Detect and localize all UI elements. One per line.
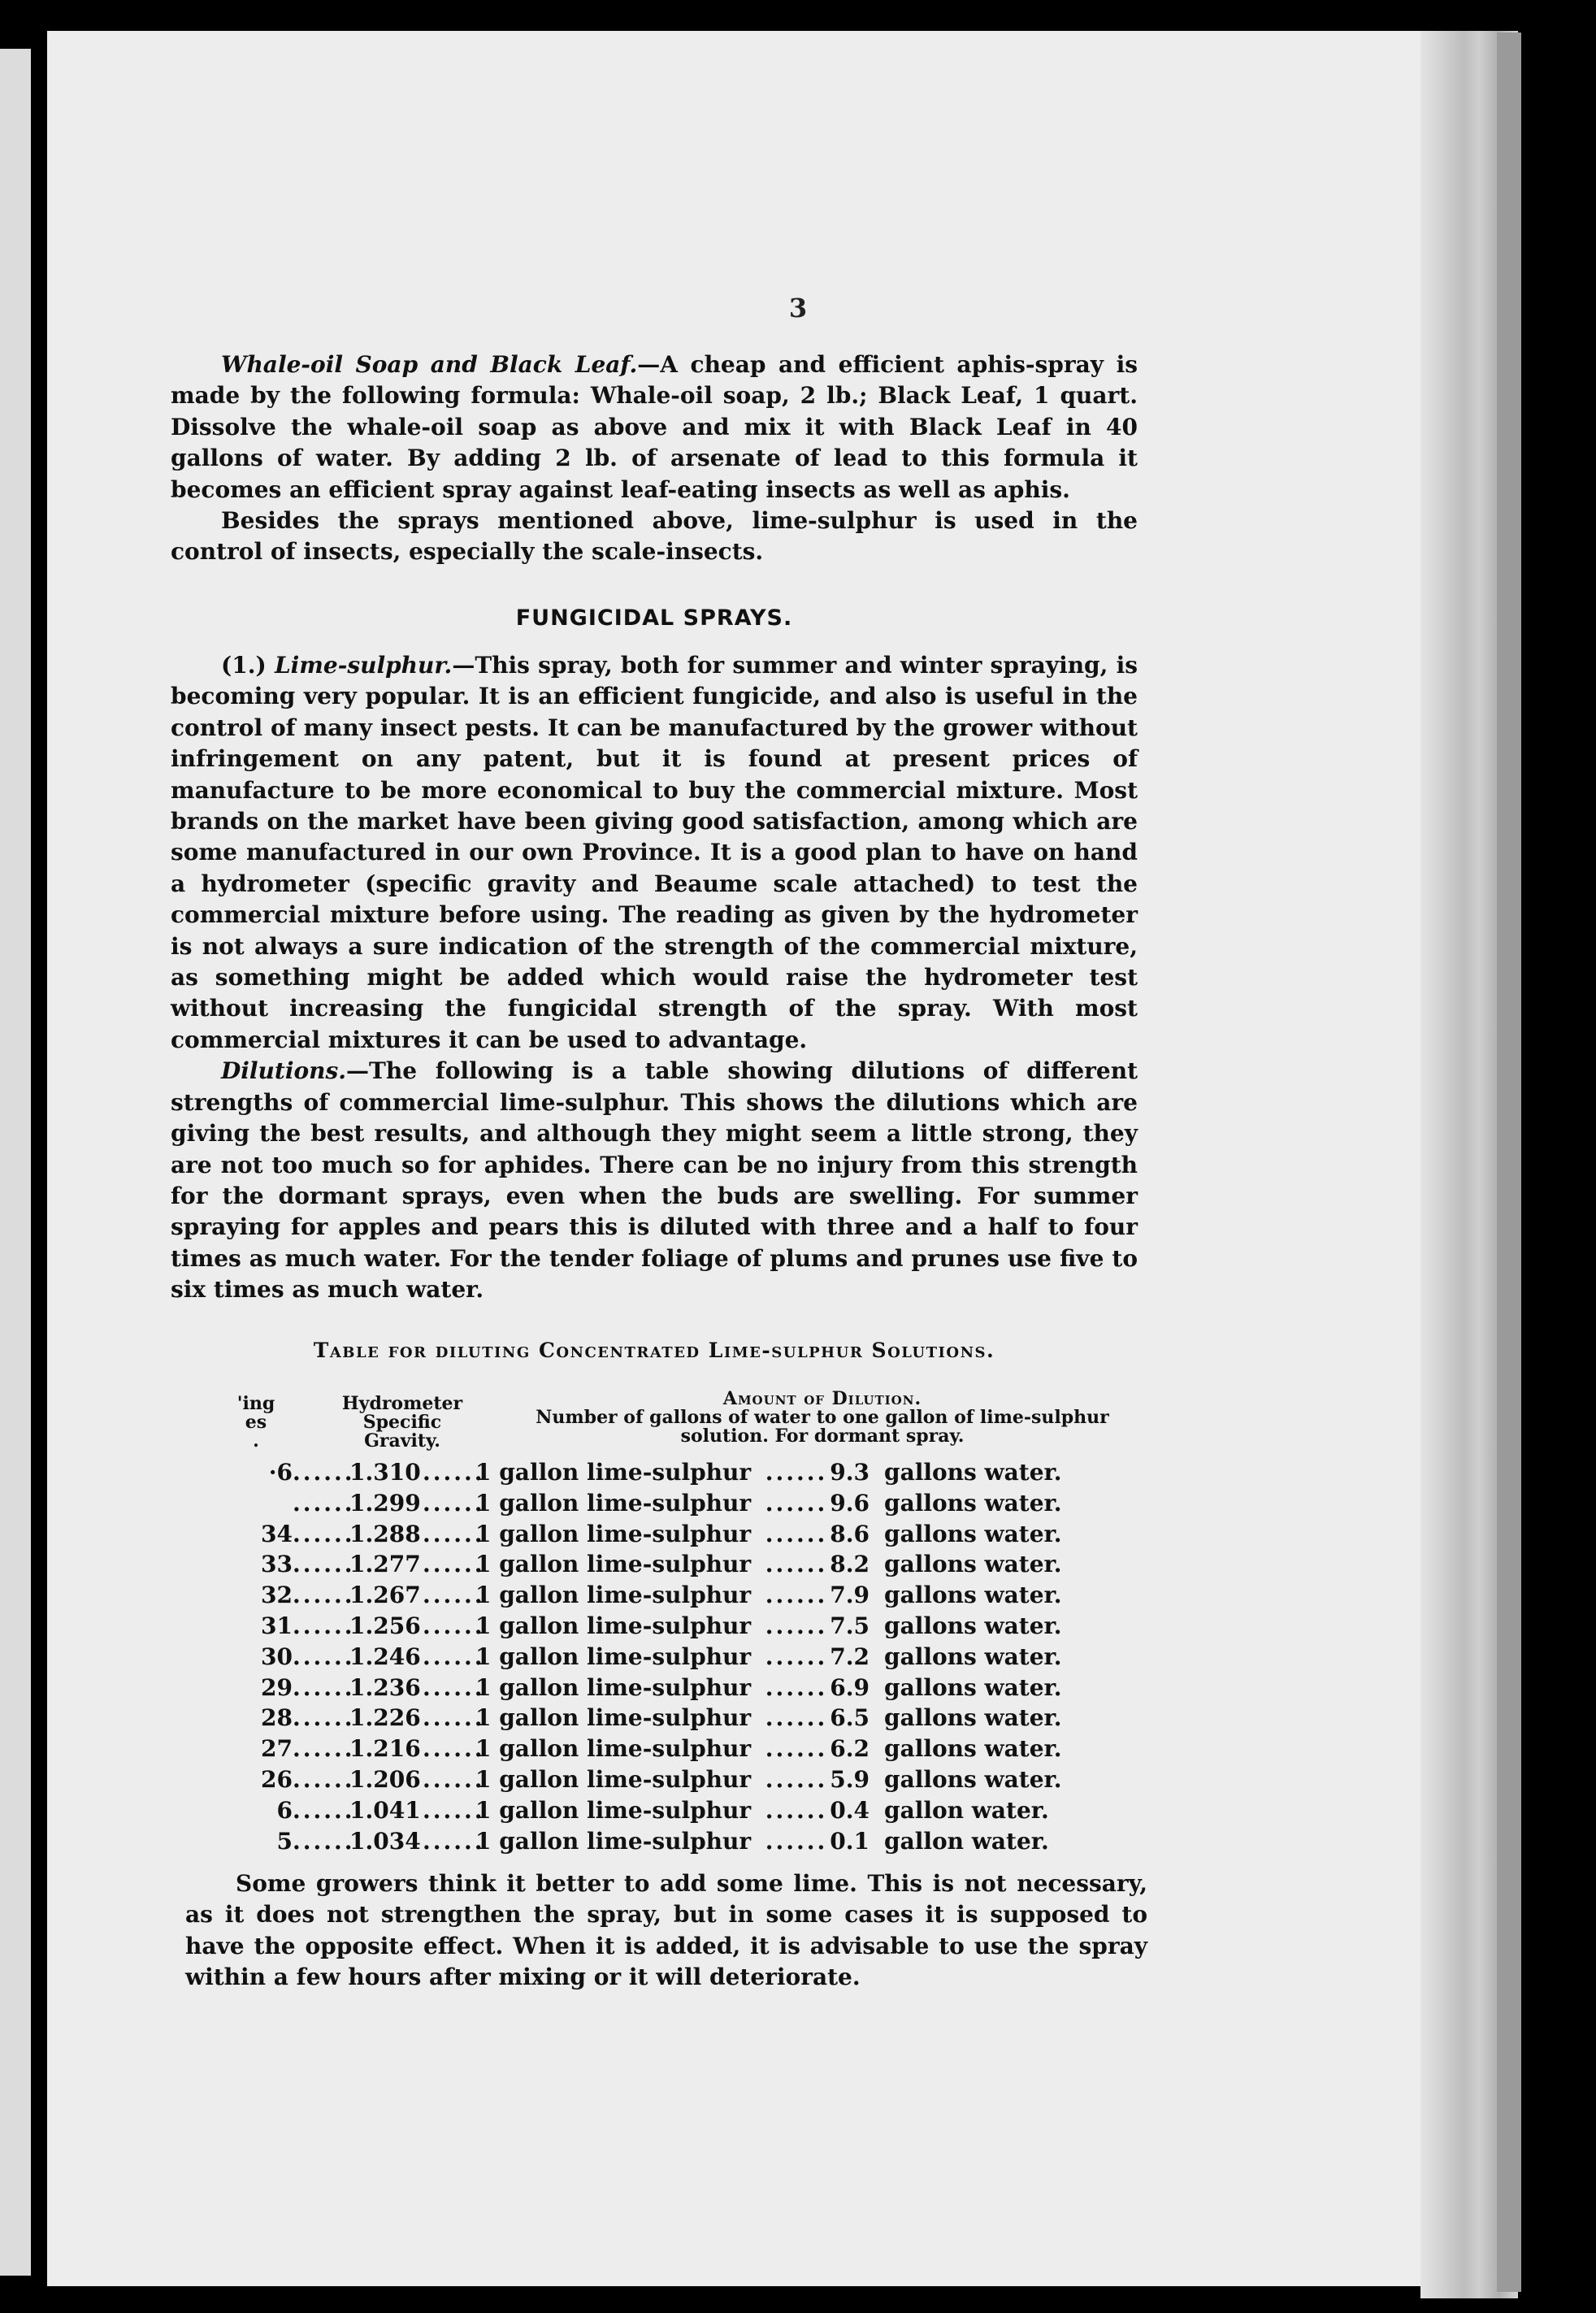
beaume-cell: 29 xyxy=(261,1673,293,1701)
dilution-base-cell: 1 gallon lime-sulphur xyxy=(475,1673,752,1701)
gravity-cell: 1.246 xyxy=(349,1643,421,1670)
gravity-cell: 1.216 xyxy=(349,1735,421,1763)
dilution-table-body xyxy=(219,1457,1154,1856)
dilution-base-cell: 1 gallon lime-sulphur xyxy=(475,1582,752,1609)
gravity-cell: 1.206 xyxy=(349,1765,421,1793)
paragraph-lead: Lime-sulphur. xyxy=(274,652,453,679)
leader-dots: ...... xyxy=(423,1489,485,1517)
header-line: . xyxy=(253,1430,259,1452)
water-amount-cell: 0.4 xyxy=(830,1796,870,1824)
leader-dots: ...... xyxy=(423,1612,485,1639)
leader-dots: ...... xyxy=(765,1643,828,1670)
water-amount-cell: 6.2 xyxy=(830,1735,870,1763)
water-unit-cell: gallons water. xyxy=(884,1735,1062,1763)
header-line: Gravity. xyxy=(364,1430,440,1452)
dilution-base-cell: 1 gallon lime-sulphur xyxy=(475,1765,752,1793)
water-unit-cell: gallons water. xyxy=(884,1520,1062,1547)
water-unit-cell: gallons water. xyxy=(884,1459,1062,1486)
water-amount-cell: 6.9 xyxy=(830,1673,870,1701)
leader-dots: ...... xyxy=(765,1827,828,1855)
paragraph-text: —This spray, both for summer and winter spraying, is becoming very popular. It is an efficient fungicide, and also is useful in the control of many insect pests. It can be manufactured by the grower without infringement on any patent, but it is found at present prices of manufacture to be more economical to buy the commercial mixture. Most brands on the market have been giving good satisfaction, among which are some manufactured in our own Province. It is a good plan to have on hand a hydrometer (specific gravity and Beaume scale attached) to test the commercial mixture before using. The reading as given by the hydrometer is not always a sure indication of the strength of the commercial mixture, as something might be added which would raise the hydrometer test without increasing the fungicidal strength of the spray. With most commercial mixtures it can be used to advantage. xyxy=(171,652,1138,1053)
dilution-base-cell: 1 gallon lime-sulphur xyxy=(475,1643,752,1670)
adjacent-page-sliver xyxy=(0,49,31,2276)
page-number: 3 xyxy=(788,293,808,323)
gravity-cell: 1.299 xyxy=(349,1489,421,1517)
paragraph-lime-note: Some growers think it better to add some lime. This is not necessary, as it does not strengthen the spray, but in some cases it is supposed to have the opposite effect. When it is added, it is advisable to use the spray within a few hours after mixing or it will deteriorate. xyxy=(185,1870,1147,1991)
header-amount-title: Amount of Dilution. xyxy=(722,1388,922,1409)
leader-dots: ...... xyxy=(293,1551,355,1578)
page-stack-shadow xyxy=(1497,33,1521,2292)
leader-dots: ...... xyxy=(423,1735,485,1763)
leader-dots: ...... xyxy=(293,1520,355,1547)
dilution-base-cell: 1 gallon lime-sulphur xyxy=(475,1551,752,1578)
paragraph-text: Besides the sprays mentioned above, lime-sulphur is used in the control of insects, especially the scale-insects. xyxy=(171,507,1138,566)
water-unit-cell: gallons water. xyxy=(884,1551,1062,1578)
table-row xyxy=(219,1642,1154,1673)
table-header-amount xyxy=(497,1390,1147,1446)
paragraph-lime-sulphur xyxy=(171,650,1138,1056)
water-unit-cell: gallons water. xyxy=(884,1673,1062,1701)
water-amount-cell: 8.2 xyxy=(830,1551,870,1578)
leader-dots: ...... xyxy=(293,1735,355,1763)
beaume-cell: 26 xyxy=(261,1765,293,1793)
water-unit-cell: gallons water. xyxy=(884,1765,1062,1793)
paragraph-lead: Whale-oil Soap and Black Leaf. xyxy=(221,351,638,378)
leader-dots: ...... xyxy=(765,1673,828,1701)
leader-dots: ...... xyxy=(423,1459,485,1486)
beaume-cell: 33 xyxy=(261,1551,293,1578)
dilution-base-cell: 1 gallon lime-sulphur xyxy=(475,1704,752,1732)
water-amount-cell: 7.2 xyxy=(830,1643,870,1670)
water-unit-cell: gallon water. xyxy=(884,1796,1049,1824)
leader-dots: ...... xyxy=(293,1796,355,1824)
water-unit-cell: gallon water. xyxy=(884,1827,1049,1855)
paragraph-dilutions xyxy=(171,1056,1138,1305)
beaume-cell: 32 xyxy=(261,1582,293,1609)
dilution-base-cell: 1 gallon lime-sulphur xyxy=(475,1735,752,1763)
beaume-cell: 6 xyxy=(276,1796,293,1824)
leader-dots: ...... xyxy=(423,1520,485,1547)
header-line: Specific xyxy=(362,1412,442,1433)
water-amount-cell: 7.5 xyxy=(830,1612,870,1639)
leader-dots: ...... xyxy=(765,1489,828,1517)
table-row xyxy=(219,1703,1154,1734)
table-row xyxy=(219,1826,1154,1857)
gravity-cell: 1.034 xyxy=(349,1827,421,1855)
table-title: Table for diluting Concentrated Lime-sulphur Solutions. xyxy=(313,1339,995,1362)
fungicidal-text xyxy=(171,650,1138,1306)
water-amount-cell: 9.3 xyxy=(830,1459,870,1486)
leader-dots: ...... xyxy=(293,1489,355,1517)
paragraph-text: —The following is a table showing dilutions of different strengths of commercial lime-sulphur. This shows the dilutions which are giving the best results, and although they might seem a little strong, they are not too much so for aphides. There can be no injury from this strength for the dormant sprays, even when the buds are swelling. For summer spraying for apples and pears this is diluted with three and a half to four times as much water. For the tender foliage of plums and prunes use five to six times as much water. xyxy=(171,1057,1138,1304)
leader-dots: ...... xyxy=(765,1735,828,1763)
water-unit-cell: gallons water. xyxy=(884,1643,1062,1670)
paragraph-whale-oil xyxy=(171,349,1138,506)
beaume-cell: 30 xyxy=(261,1643,293,1670)
dilution-base-cell: 1 gallon lime-sulphur xyxy=(475,1612,752,1639)
water-unit-cell: gallons water. xyxy=(884,1612,1062,1639)
header-line: solution. For dormant spray. xyxy=(680,1426,965,1447)
leader-dots: ...... xyxy=(765,1582,828,1609)
leader-dots: ...... xyxy=(293,1582,355,1609)
water-amount-cell: 9.6 xyxy=(830,1489,870,1517)
beaume-cell: 28 xyxy=(261,1704,293,1732)
gravity-cell: 1.226 xyxy=(349,1704,421,1732)
section-heading: FUNGICIDAL SPRAYS. xyxy=(515,605,793,631)
leader-dots: ...... xyxy=(423,1673,485,1701)
intro-text xyxy=(171,349,1138,568)
leader-dots: ...... xyxy=(423,1582,485,1609)
water-amount-cell: 6.5 xyxy=(830,1704,870,1732)
water-amount-cell: 5.9 xyxy=(830,1765,870,1793)
leader-dots: ...... xyxy=(293,1643,355,1670)
table-row xyxy=(219,1580,1154,1611)
leader-dots: ...... xyxy=(765,1612,828,1639)
dilution-base-cell: 1 gallon lime-sulphur xyxy=(475,1796,752,1824)
dilution-base-cell: 1 gallon lime-sulphur xyxy=(475,1489,752,1517)
header-line: es xyxy=(245,1412,267,1433)
leader-dots: ...... xyxy=(765,1459,828,1486)
leader-dots: ...... xyxy=(293,1612,355,1639)
leader-dots: ...... xyxy=(765,1704,828,1732)
dilution-base-cell: 1 gallon lime-sulphur xyxy=(475,1827,752,1855)
table-row xyxy=(219,1795,1154,1826)
leader-dots: ...... xyxy=(765,1551,828,1578)
gravity-cell: 1.041 xyxy=(349,1796,421,1824)
beaume-cell: 34 xyxy=(261,1520,293,1547)
leader-dots: ...... xyxy=(293,1673,355,1701)
header-line: Number of gallons of water to one gallon of lime-sulphur xyxy=(536,1407,1109,1428)
table-row xyxy=(219,1673,1154,1703)
header-line: 'ing xyxy=(236,1393,275,1414)
beaume-cell: 27 xyxy=(261,1735,293,1763)
water-amount-cell: 0.1 xyxy=(830,1827,870,1855)
paragraph-lead: Dilutions. xyxy=(221,1057,347,1085)
table-header-gravity xyxy=(321,1395,484,1451)
table-row xyxy=(219,1734,1154,1764)
beaume-cell: 5 xyxy=(276,1827,293,1855)
leader-dots: ...... xyxy=(293,1704,355,1732)
table-row xyxy=(219,1457,1154,1488)
paragraph-text: —A cheap and efficient aphis-spray is made by the following formula: Whale-oil soap, 2 lb.; Black Leaf, 1 quart. Dissolve the whale-oil soap as above and mix it with Black Leaf in 40 gallons of water. By adding 2 lb. of arsenate of lead to this formula it becomes an efficient spray against leaf-eating insects as well as aphis. xyxy=(171,351,1138,503)
leader-dots: ...... xyxy=(765,1520,828,1547)
leader-dots: ...... xyxy=(765,1796,828,1824)
leader-dots: ...... xyxy=(423,1765,485,1793)
water-unit-cell: gallons water. xyxy=(884,1582,1062,1609)
leader-dots: ...... xyxy=(423,1704,485,1732)
gravity-cell: 1.277 xyxy=(349,1551,421,1578)
paragraph-prefix: (1.) xyxy=(221,652,275,679)
dilution-base-cell: 1 gallon lime-sulphur xyxy=(475,1520,752,1547)
table-row xyxy=(219,1549,1154,1580)
leader-dots: ...... xyxy=(423,1827,485,1855)
gravity-cell: 1.288 xyxy=(349,1520,421,1547)
leader-dots: ...... xyxy=(765,1765,828,1793)
dilution-base-cell: 1 gallon lime-sulphur xyxy=(475,1459,752,1486)
gravity-cell: 1.256 xyxy=(349,1612,421,1639)
table-header-beaume xyxy=(228,1395,284,1451)
paragraph-besides xyxy=(171,506,1138,568)
table-row xyxy=(219,1611,1154,1642)
water-amount-cell: 7.9 xyxy=(830,1582,870,1609)
table-row xyxy=(219,1519,1154,1550)
leader-dots: ...... xyxy=(423,1551,485,1578)
beaume-cell: 31 xyxy=(261,1612,293,1639)
water-amount-cell: 8.6 xyxy=(830,1520,870,1547)
table-row xyxy=(219,1488,1154,1519)
gravity-cell: 1.267 xyxy=(349,1582,421,1609)
beaume-cell: ·6 xyxy=(268,1459,293,1486)
leader-dots: ...... xyxy=(293,1827,355,1855)
water-unit-cell: gallons water. xyxy=(884,1704,1062,1732)
closing-text xyxy=(185,1868,1147,1994)
table-row xyxy=(219,1764,1154,1795)
water-unit-cell: gallons water. xyxy=(884,1489,1062,1517)
gravity-cell: 1.236 xyxy=(349,1673,421,1701)
leader-dots: ...... xyxy=(293,1765,355,1793)
header-line: Hydrometer xyxy=(341,1393,463,1414)
leader-dots: ...... xyxy=(423,1643,485,1670)
leader-dots: ...... xyxy=(293,1459,355,1486)
leader-dots: ...... xyxy=(423,1796,485,1824)
gravity-cell: 1.310 xyxy=(349,1459,421,1486)
